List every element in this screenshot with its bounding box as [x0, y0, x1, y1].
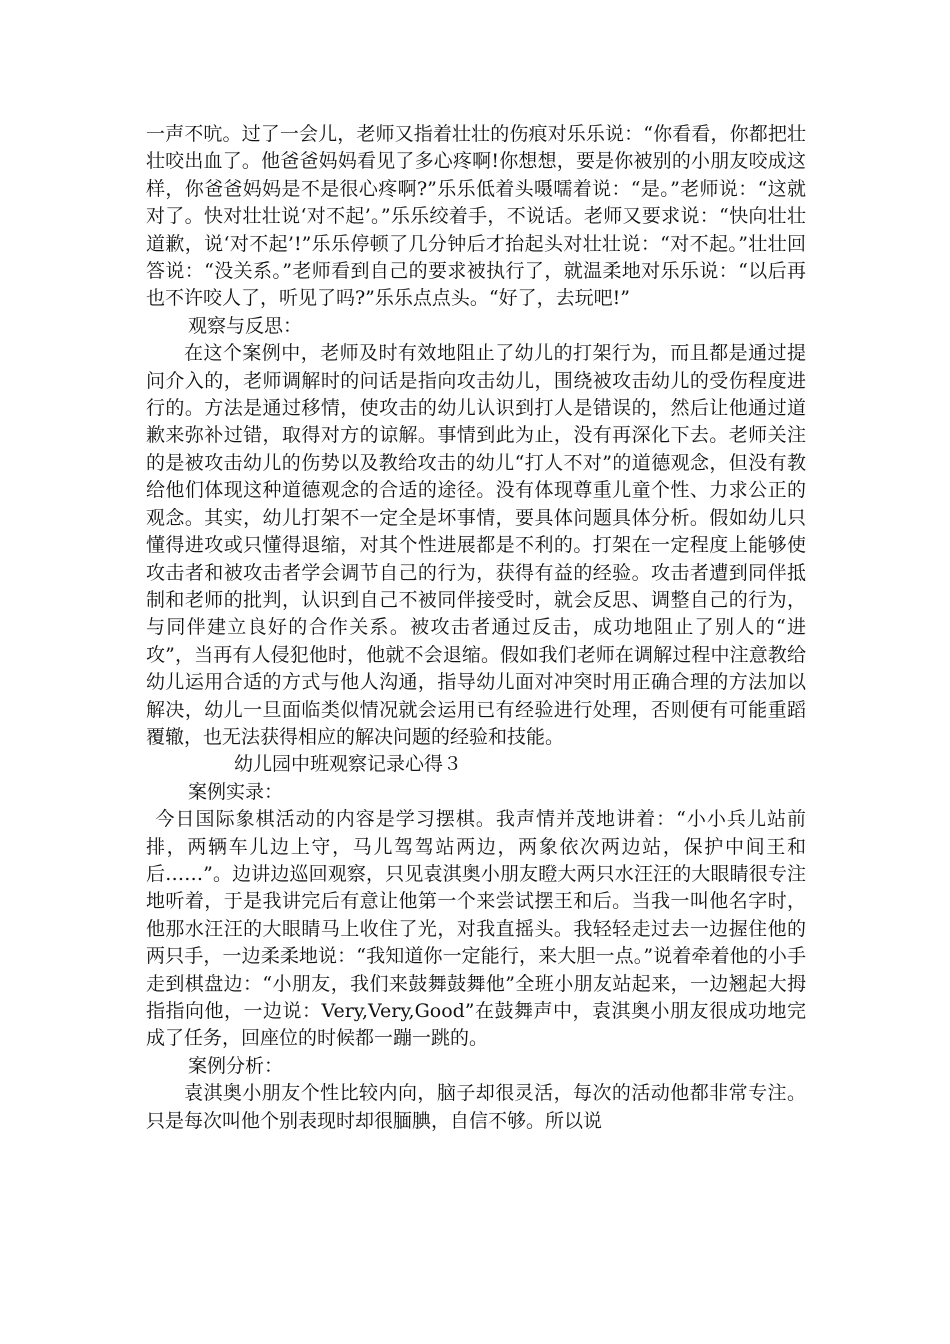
paragraph-reflection: 在这个案例中，老师及时有效地阻止了幼儿的打架行为，而且都是通过提问介入的，老师调解时的问话是指向攻击幼儿，围绕被攻击幼儿的受伤程度进行的。方法是通过移情，使攻击的幼儿认识到打人是错误的，然后让他通过道歉来弥补过错，取得对方的谅解。事情到此为止，没有再深化下去。老师关注的是被攻击幼儿的伤势以及教给攻击的幼儿“打人不对”的道德观念，但没有教给他们体现这种道德观念的合适的途径。没有体现尊重儿童个性、力求公正的观念。其实，幼儿打架不一定全是坏事情，要具体问题具体分析。假如幼儿只懂得进攻或只懂得退缩，对其个性进展都是不利的。打架在一定程度上能够使攻击者和被攻击者学会调节自己的行为，获得有益的经验。攻击者遭到同伴抵制和老师的批判，认识到自己不被同伴接受时，就会反思、调整自己的行为，与同伴建立良好的合作关系。被攻击者通过反击，成功地阻止了别人的“进攻”，当再有人侵犯他时，他就不会退缩。假如我们老师在调解过程中注意教给幼儿运用合适的方式与他人沟通，指导幼儿面对冲突时用正确合理的方法加以解决，幼儿一旦面临类似情况就会运用已有经验进行处理，否则便有可能重蹈覆辙，也无法获得相应的解决问题的经验和技能。 — [146, 342, 806, 748]
document-body — [146, 121, 806, 1135]
heading-observation-reflection: 观察与反思： — [188, 314, 303, 337]
heading-case-analysis: 案例分析： — [188, 1054, 284, 1077]
paragraph-case-record: 今日国际象棋活动的内容是学习摆棋。我声情并茂地讲着：“小小兵儿站前排，两辆车儿边上守，马儿驾驾站两边，两象依次两边站，保护中间王和后……”。边讲边巡回观察，只见袁淇奥小朋友瞪大两只水汪汪的大眼睛很专注地听着，于是我讲完后有意让他第一个来尝试摆王和后。当我一叫他名字时，他那水汪汪的大眼睛马上收住了光，对我直摇头。我轻轻走过去一边握住他的两只手，一边柔柔地说：“我知道你一定能行，来大胆一点。”说着牵着他的小手走到棋盘边：“小朋友，我们来鼓舞鼓舞他”全班小朋友站起来，一边翘起大拇指指向他，一边说：Very,Very,Good”在鼓舞声中，袁淇奥小朋友很成功地完成了任务，回座位的时候都一蹦一跳的。 — [146, 808, 806, 1050]
paragraph-story-continuation: 一声不吭。过了一会儿，老师又指着壮壮的伤痕对乐乐说：“你看看，你都把壮壮咬出血了。他爸爸妈妈看见了多心疼啊!你想想，要是你被别的小朋友咬成这样，你爸爸妈妈是不是很心疼啊?”乐乐低着头嗫嚅着说：“是。”老师说：“这就对了。快对壮壮说‘对不起’。”乐乐绞着手，不说话。老师又要求说：“快向壮壮道歉，说‘对不起’!”乐乐停顿了几分钟后才抬起头对壮壮说：“对不起。”壮壮回答说：“没关系。”老师看到自己的要求被执行了，就温柔地对乐乐说：“以后再也不许咬人了，听见了吗?”乐乐点点头。“好了，去玩吧!” — [146, 123, 806, 310]
section-title: 幼儿园中班观察记录心得３ — [234, 753, 463, 776]
heading-case-record: 案例实录： — [188, 780, 284, 803]
paragraph-case-analysis: 袁淇奥小朋友个性比较内向，脑子却很灵活，每次的活动他都非常专注。只是每次叫他个别表现时却很腼腆，自信不够。所以说 — [146, 1082, 806, 1132]
